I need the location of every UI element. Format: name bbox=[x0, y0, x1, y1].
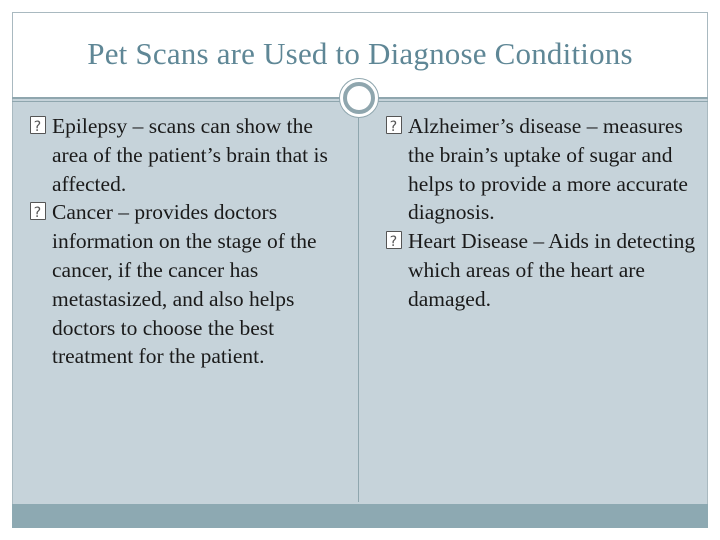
left-column bbox=[30, 112, 350, 371]
bullet-text: Cancer – provides doctors information on the stage of the cancer, if the cancer has metastasized, and also helps doctors to choose the best treatment for the patient. bbox=[52, 200, 317, 369]
bullet-item bbox=[386, 227, 698, 313]
missing-glyph-box-icon bbox=[30, 202, 46, 220]
bullet-item bbox=[386, 112, 698, 227]
bullet-item bbox=[30, 112, 350, 198]
bullet-text: Epilepsy – scans can show the area of the patient’s brain that is affected. bbox=[52, 114, 328, 196]
slide-title: Pet Scans are Used to Diagnose Conditions bbox=[87, 36, 633, 71]
missing-glyph-box-icon bbox=[386, 116, 402, 134]
missing-glyph-box-icon bbox=[30, 116, 46, 134]
bullet-item bbox=[30, 198, 350, 371]
column-divider bbox=[358, 118, 359, 502]
footer-bar bbox=[12, 504, 708, 528]
bullet-text: Alzheimer’s disease – measures the brain’s uptake of sugar and helps to provide a more accurate diagnosis. bbox=[408, 114, 688, 225]
missing-glyph-box-icon bbox=[386, 231, 402, 249]
bullet-text: Heart Disease – Aids in detecting which areas of the heart are damaged. bbox=[408, 229, 696, 311]
right-column bbox=[386, 112, 698, 314]
ring-icon bbox=[343, 82, 375, 114]
